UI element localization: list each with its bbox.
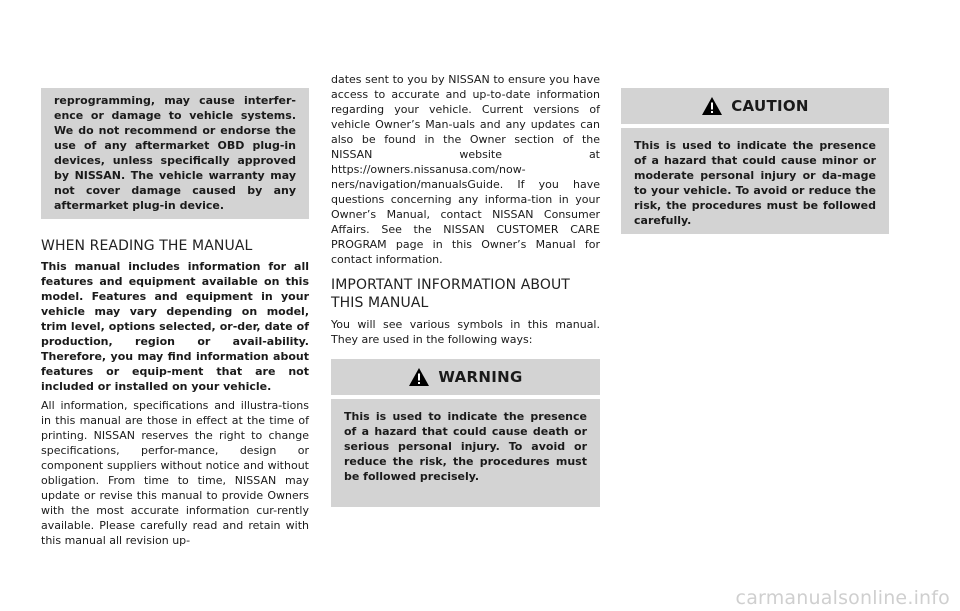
warning-triangle-icon: [408, 367, 430, 387]
column-left: [41, 0, 309, 548]
warning-callout: [331, 359, 600, 507]
caution-callout: [621, 88, 889, 234]
notice-box: [41, 88, 309, 219]
caution-triangle-icon: [701, 96, 723, 116]
heading-line-2: THIS MANUAL: [331, 295, 429, 311]
column-middle: [331, 0, 600, 507]
paragraph-continued: dates sent to you by NISSAN to ensure you have access to accurate and up-to-date information regarding your vehicle. Current versions of vehicle Owner’s Man-uals and any updates can also be found in the Owner section of the NISSAN website at https://owners.nissanusa.com/now-ners/navigation/manualsGuide. If you have questions concerning any informa-tion in your Owner’s Manual, contact NISSAN Consumer Affairs. See the NISSAN CUSTOMER CARE PROGRAM page in this Owner’s Manual for contact information.: [331, 73, 600, 266]
notice-box-text: reprogramming, may cause interfer-ence or damage to vehicle systems. We do not recommend or endorse the use of any aftermarket OBD plug-in devices, unless specifically approved by NISSAN. The vehicle warranty may not cover damage caused by any aftermarket plug-in device.: [54, 94, 296, 212]
heading-line-1: IMPORTANT INFORMATION ABOUT: [331, 277, 570, 293]
caution-body: [621, 128, 889, 234]
watermark: carmanualsonline.info: [735, 587, 950, 609]
column-right: [621, 0, 889, 234]
caution-title: CAUTION: [731, 97, 809, 115]
paragraph: All information, specifications and illustra-tions in this manual are those in effect at the time of printing. NISSAN reserves the right to change specifications, perfor-mance, design or component suppliers without notice and without obligation. From time to time, NISSAN may update or revise this manual to provide Owners with the most accurate information cur-rently available. Please carefully read and retain with this manual all revision up-: [41, 399, 309, 547]
warning-body: [331, 399, 600, 507]
paragraph-symbols: You will see various symbols in this manual. They are used in the following ways:: [331, 318, 600, 346]
caution-text: This is used to indicate the presence of a hazard that could cause minor or moderate personal injury or da-mage to your vehicle. To avoid or reduce the risk, the procedures must be followed carefully.: [634, 139, 876, 227]
section-heading-reading: WHEN READING THE MANUAL: [41, 238, 253, 254]
warning-header: [331, 359, 600, 395]
warning-title: WARNING: [438, 368, 523, 386]
warning-text: This is used to indicate the presence of a hazard that could cause death or serious personal injury. To avoid or reduce the risk, the procedures must be followed precisely.: [344, 410, 587, 483]
section-heading-important: [331, 276, 600, 312]
bold-paragraph: This manual includes information for all features and equipment available on this model. Features and equipment in your vehicle may vary depending on model, trim level, options selected, or-der, date of production, region or avail-ability. Therefore, you may find information about features or equip-ment that are not included or installed on your vehicle.: [41, 260, 309, 393]
caution-header: [621, 88, 889, 124]
